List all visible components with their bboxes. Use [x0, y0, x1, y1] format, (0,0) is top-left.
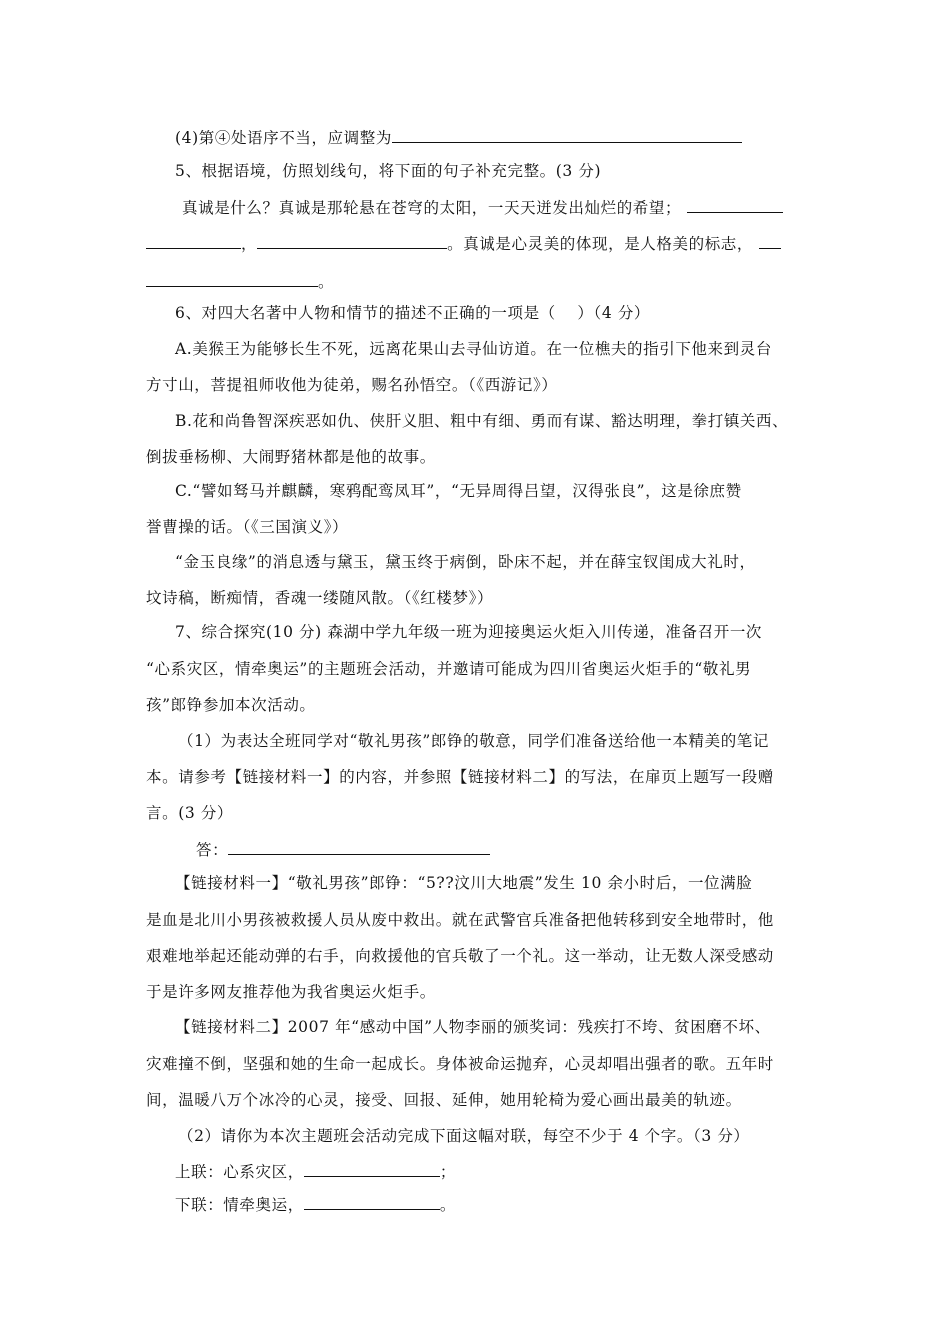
question-5-line-3: 。	[146, 270, 334, 293]
question-4-item-4: (4)第④处语序不当，应调整为	[175, 126, 742, 149]
couplet-upper-line: 上联：心系灾区， ；	[175, 1160, 456, 1183]
material-1-line-4: 于是许多网友推荐他为我省奥运火炬手。	[146, 983, 436, 1001]
question-6-title: 6、对四大名著中人物和情节的描述不正确的一项是（ ）（4 分）	[175, 304, 651, 322]
answer-blank[interactable]	[228, 838, 490, 855]
answer-blank[interactable]	[392, 126, 742, 143]
question-7-part-1-line-2: 本。请参考【链接材料一】的内容，并参照【链接材料二】的写法，在扉页上题写一段赠	[146, 768, 774, 786]
question-6-option-b-line-1: B.花和尚鲁智深疾恶如仇、侠肝义胆、粗中有细、勇而有谋、豁达明理，拳打镇关西、	[175, 412, 789, 430]
answer-blank[interactable]	[146, 232, 241, 249]
question-6-option-a-line-2: 方寸山，菩提祖师收他为徒弟，赐名孙悟空。（《西游记》）	[146, 376, 558, 394]
material-1-line-2: 是血是北川小男孩被救援人员从废中救出。就在武警官兵准备把他转移到安全地带时，他	[146, 911, 774, 929]
material-2-line-2: 灾难撞不倒，坚强和她的生命一起成长。身体被命运抛弃，心灵却唱出强者的歌。五年时	[146, 1055, 774, 1073]
question-5-title: 5、根据语境，仿照划线句，将下面的句子补充完整。(3 分)	[175, 162, 602, 180]
material-2-line-1: 【链接材料二】2007 年“感动中国”人物李丽的颁奖词：残疾打不垮、贫困磨不坏、	[175, 1018, 771, 1036]
question-6-option-a-line-1: A.美猴王为能够长生不死，远离花果山去寻仙访道。在一位樵夫的指引下他来到灵台	[175, 340, 772, 358]
couplet-lower-line: 下联：情牵奥运， 。	[175, 1193, 456, 1216]
question-7-intro-line-1: 7、综合探究(10 分) 森湖中学九年级一班为迎接奥运火炬入川传递，准备召开一次	[175, 623, 763, 641]
question-7-intro-line-2: “心系灾区，情牵奥运”的主题班会活动，并邀请可能成为四川省奥运火炬手的“敬礼男	[146, 660, 752, 678]
answer-blank[interactable]	[257, 232, 447, 249]
question-5-line-2: ， 。真诚是心灵美的体现，是人格美的标志，	[146, 232, 781, 255]
question-5-line-1: 真诚是什么？真诚是那轮悬在苍穹的太阳，一天天迸发出灿烂的希望；	[182, 196, 783, 219]
material-1-line-3: 艰难地举起还能动弹的右手，向救援他的官兵敬了一个礼。这一举动，让无数人深受感动	[146, 947, 774, 965]
question-7-part-2: （2）请你为本次主题班会活动完成下面这幅对联，每空不少于 4 个字。（3 分）	[178, 1127, 750, 1145]
answer-blank[interactable]	[759, 232, 781, 249]
question-7-intro-line-3: 孩”郎铮参加本次活动。	[146, 696, 316, 714]
question-6-option-d-line-1: “金玉良缘”的消息透与黛玉，黛玉终于病倒，卧床不起，并在薛宝钗闺成大礼时，	[175, 553, 756, 571]
answer-blank[interactable]	[146, 270, 318, 287]
question-6-option-c-line-1: C.“譬如驽马并麒麟，寒鸦配鸾凤耳”，“无异周得吕望，汉得张良”，这是徐庶赞	[175, 482, 742, 500]
answer-blank[interactable]	[304, 1160, 440, 1177]
material-2-line-3: 间，温暖八万个冰冷的心灵，接受、回报、延伸，她用轮椅为爱心画出最美的轨迹。	[146, 1091, 742, 1109]
material-1-line-1: 【链接材料一】“敬礼男孩”郎铮：“5??汶川大地震”发生 10 余小时后，一位满脸	[175, 874, 753, 892]
question-7-part-1-line-1: （1）为表达全班同学对“敬礼男孩”郎铮的敬意，同学们准备送给他一本精美的笔记	[178, 732, 770, 750]
question-7-part-1-line-3: 言。(3 分）	[146, 804, 234, 822]
question-6-option-d-line-2: 坟诗稿，断痴情，香魂一缕随风散。（《红楼梦》）	[146, 589, 494, 607]
answer-blank[interactable]	[687, 196, 783, 213]
answer-blank[interactable]	[304, 1193, 440, 1210]
answer-line: 答：	[196, 838, 490, 861]
question-6-option-c-line-2: 誉曹操的话。（《三国演义》）	[146, 518, 349, 536]
question-6-option-b-line-2: 倒拔垂杨柳、大闹野猪林都是他的故事。	[146, 448, 436, 466]
